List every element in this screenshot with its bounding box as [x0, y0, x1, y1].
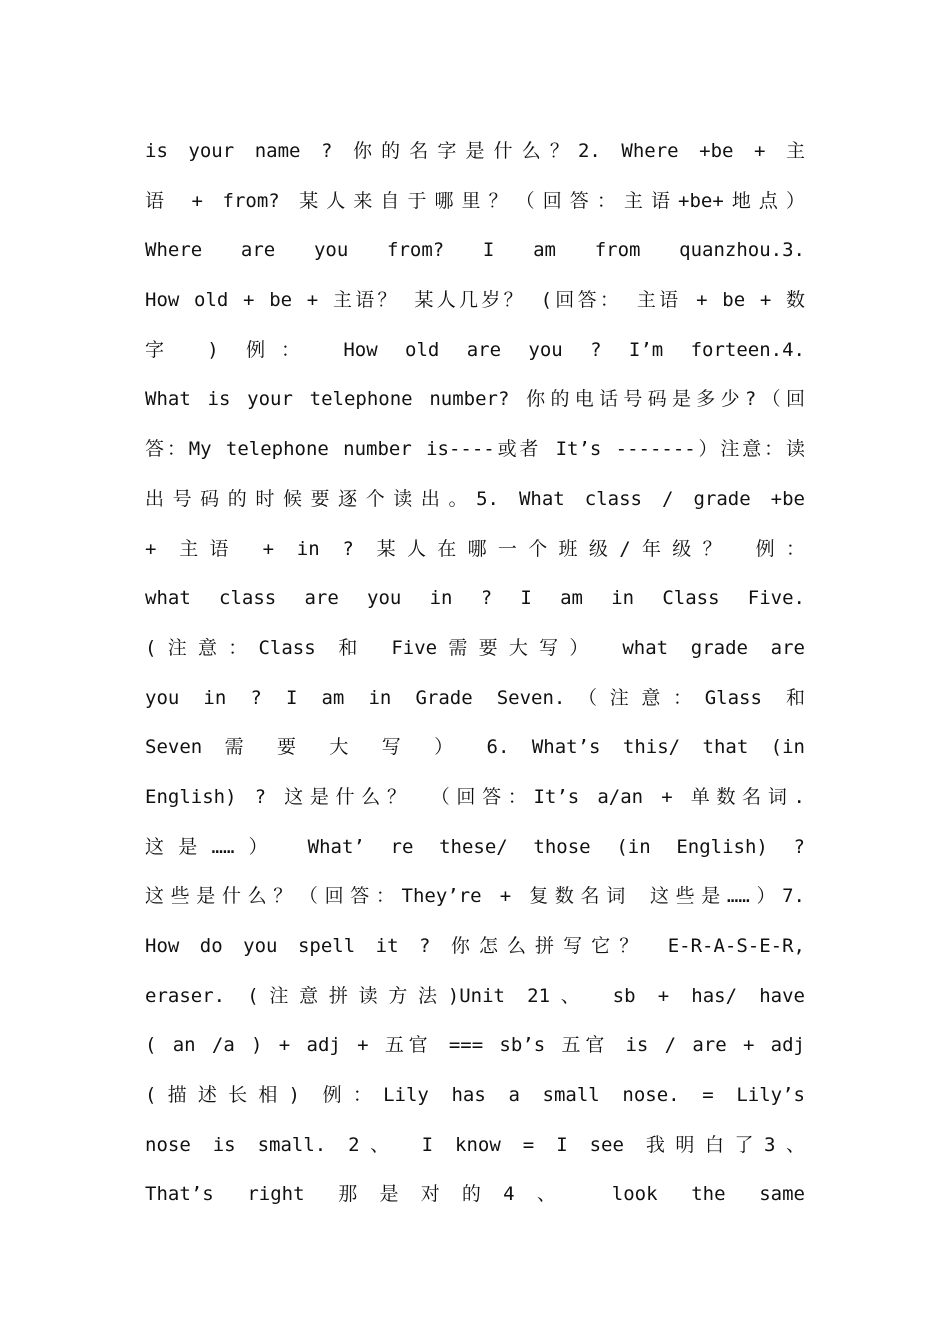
text-line: ( an /a ) + adj + 五官 === sb’s 五官 is / are + adj — [145, 1034, 805, 1057]
text-line: 字 ) 例： How old are you ? I’m forteen.4. — [145, 338, 805, 361]
text-line: (描述长相) 例：Lily has a small nose. = Lily’s — [145, 1084, 805, 1107]
text-line: 这些是什么？（回答：They’re + 复数名词 这些是……）7. — [145, 885, 805, 908]
text-line: eraser. (注意拼读方法)Unit 21、 sb + has/ have — [145, 984, 805, 1007]
text-line: nose is small. 2、 I know = I see 我明白了3、 — [145, 1133, 805, 1156]
text-line: Where are you from? I am from quanzhou.3. — [145, 239, 805, 262]
text-line: What is your telephone number? 你的电话号码是多少?（回 — [145, 388, 805, 411]
text-line: 语 + from? 某人来自于哪里？（回答：主语+be+地点） — [145, 189, 805, 212]
text-line: 出号码的时候要逐个读出。5. What class / grade +be — [145, 487, 805, 510]
text-line: That’s right 那是对的4、 look the same — [145, 1183, 805, 1206]
text-line: English) ? 这是什么？ （回答：It’s a/an + 单数名词. — [145, 785, 805, 808]
document-body — [145, 127, 805, 1220]
text-line: you in ? I am in Grade Seven.（注意：Glass 和 — [145, 686, 805, 709]
text-line: Seven 需 要 大 写 ） 6. What’s this/ that (in — [145, 736, 805, 759]
text-line: 答：My telephone number is----或者 It’s -------）注意：读 — [145, 438, 805, 461]
text-line: (注意：Class 和 Five需要大写） what grade are — [145, 636, 805, 659]
text-line: what class are you in ? I am in Class Five. — [145, 587, 805, 610]
text-line: 这是……） What’ re these/ those (in English) ? — [145, 835, 805, 858]
text-line: How old + be + 主语？ 某人几岁？ (回答： 主语 + be + 数 — [145, 289, 805, 312]
text-line: + 主语 + in ? 某人在哪一个班级/年级？ 例： — [145, 537, 805, 560]
text-line: is your name ? 你的名字是什么？2. Where +be + 主 — [145, 140, 805, 162]
text-line: How do you spell it ? 你怎么拼写它？ E-R-A-S-E-R, — [145, 935, 805, 957]
